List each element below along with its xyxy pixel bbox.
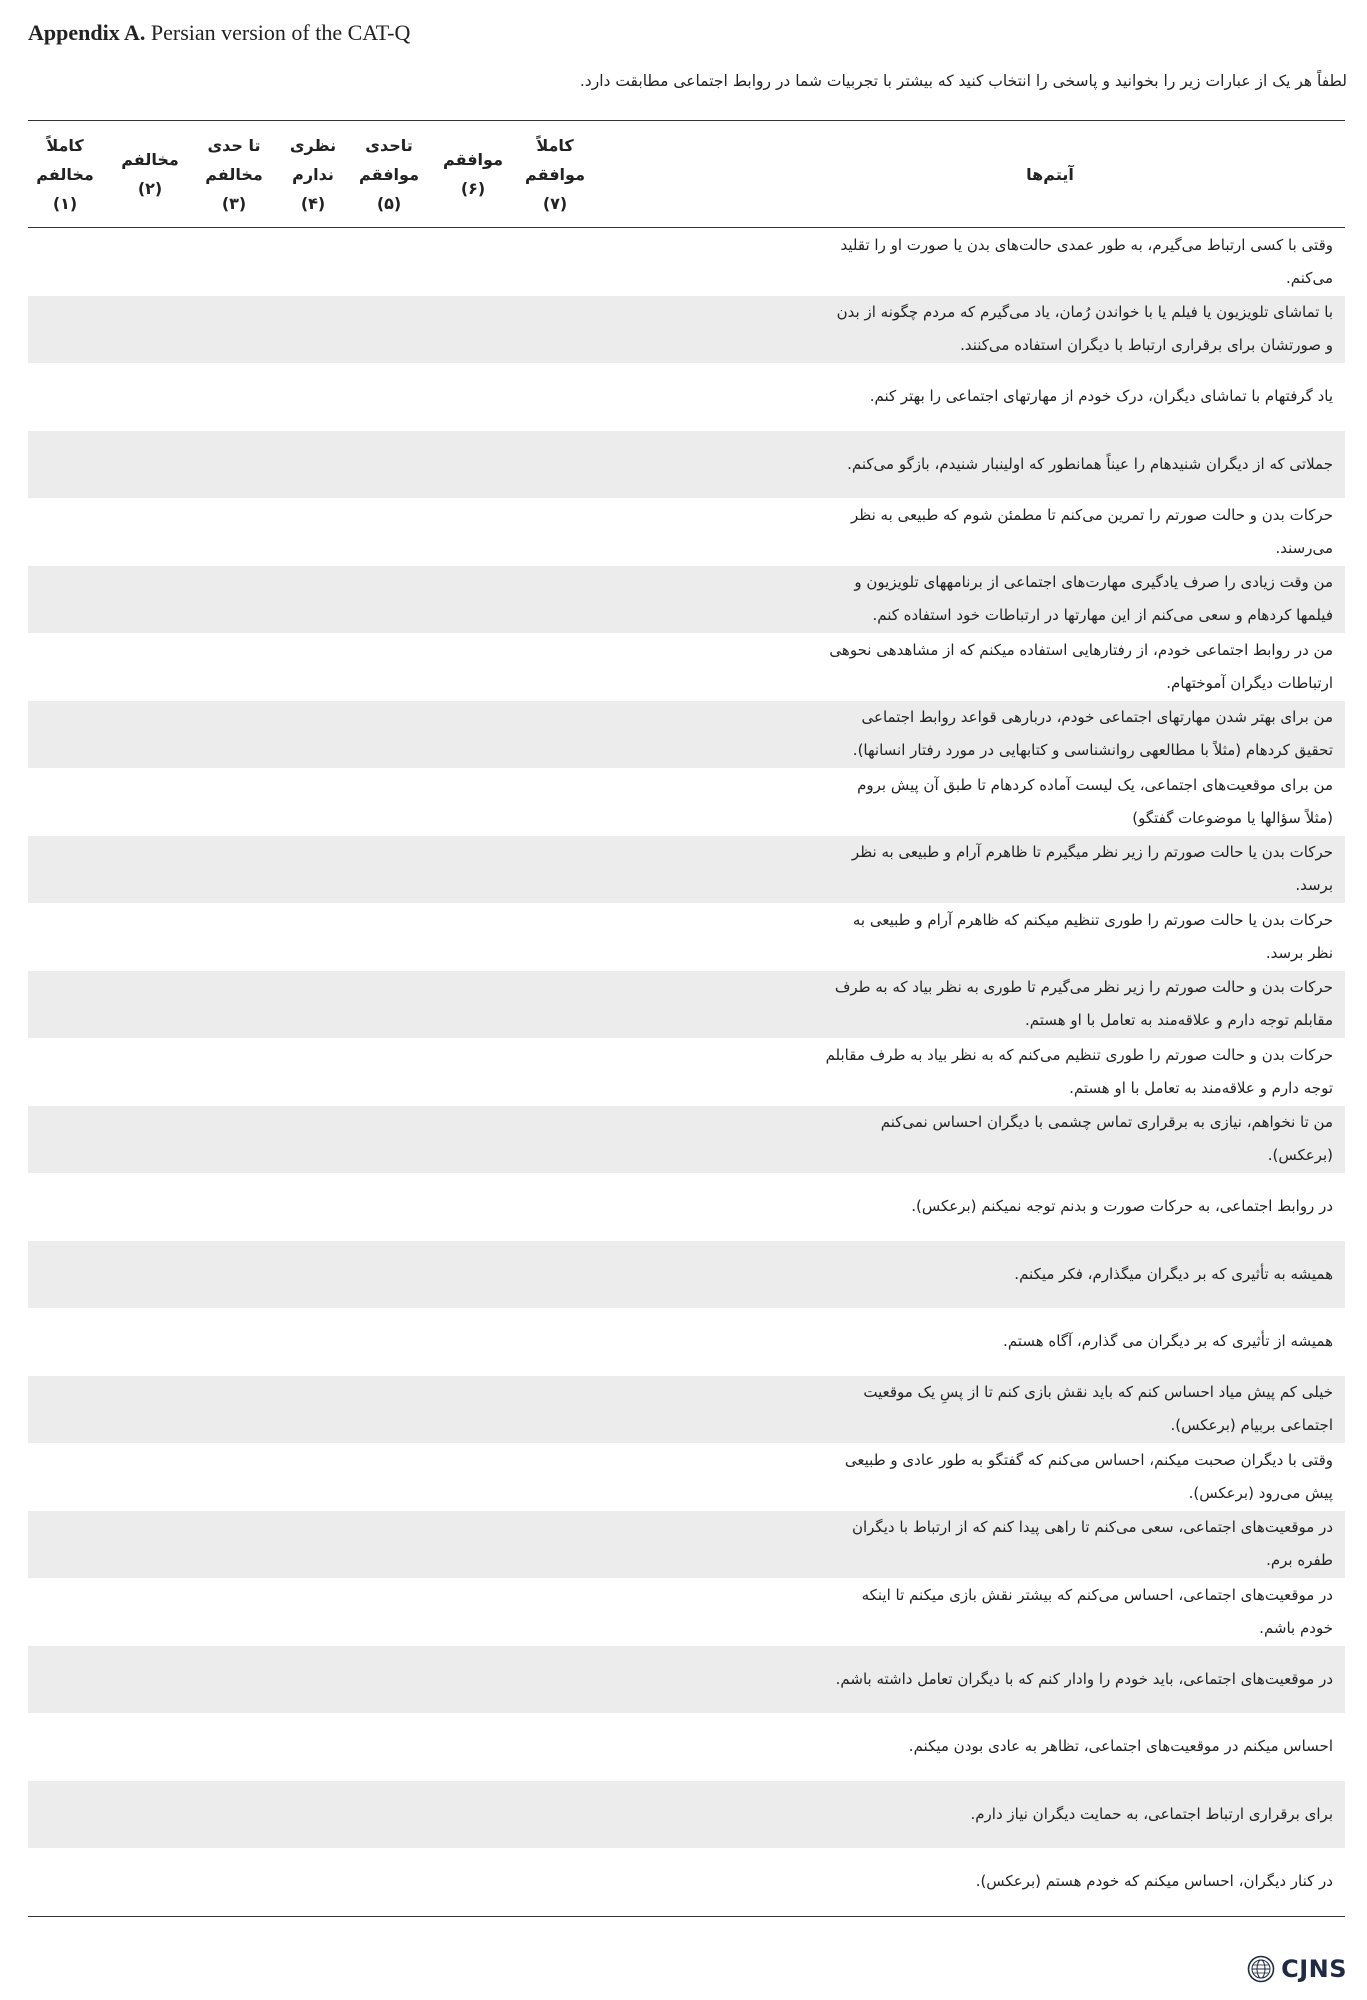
item-text xyxy=(763,1646,1333,1714)
column-header-line: (۲) xyxy=(137,179,163,198)
column-header-line: کاملاً xyxy=(46,135,84,155)
item-text-line: حرکات بدن و حالت صورتم را زیر نظر می‌گیرم تا طوری به نظر بیاد که به طرف xyxy=(834,978,1333,997)
item-text-line: پیش می‌رود (برعکس). xyxy=(1188,1483,1333,1502)
likert-column-header xyxy=(268,121,358,227)
item-text-line: و صورتشان برای برقراری ارتباط با دیگران استفاده می‌کنند. xyxy=(960,336,1333,355)
item-text-line: حرکات بدن یا حالت صورتم را زیر نظر میگیرم تا ظاهرم آرام و طبیعی به نظر xyxy=(851,843,1333,862)
column-header-line: (۴) xyxy=(300,193,326,213)
item-text xyxy=(763,701,1333,769)
item-text xyxy=(763,296,1333,364)
table-row xyxy=(28,768,1345,836)
item-text-line: مقابلم توجه دارم و علاقه‌مند به تعامل با او هستم. xyxy=(1025,1011,1333,1030)
item-text xyxy=(763,1173,1333,1241)
column-header-line: (۳) xyxy=(221,193,247,213)
items-column-header xyxy=(755,121,1345,227)
item-text-line: من وقت زیادی را صرف یادگیری مهارت‌های اجتماعی از برنامههای تلویزیون و xyxy=(854,573,1333,592)
item-text-line: حرکات بدن یا حالت صورتم را طوری تنظیم میکنم که ظاهرم آرام و طبیعی به xyxy=(852,910,1333,929)
column-header-line: (۵) xyxy=(376,193,402,213)
table-row xyxy=(28,1578,1345,1646)
table-row xyxy=(28,1038,1345,1106)
journal-logo xyxy=(1247,1953,1347,1985)
item-text-line: توجه دارم و علاقه‌مند به تعامل با او هستم. xyxy=(1069,1078,1333,1097)
column-header-line: (۶) xyxy=(460,179,486,198)
item-text-line: در موقعیت‌های اجتماعی، احساس می‌کنم که بیشتر نقش بازی میکنم تا اینکه xyxy=(861,1585,1333,1604)
item-text xyxy=(763,1781,1333,1849)
item-text xyxy=(763,1241,1333,1309)
logo-text: CJNS xyxy=(1281,1955,1347,1983)
globe-seal-icon xyxy=(1247,1955,1275,1983)
item-text xyxy=(763,1443,1333,1511)
item-text-line: در موقعیت‌های اجتماعی، باید خودم را وادار کنم که با دیگران تعامل داشته باشم. xyxy=(835,1669,1333,1688)
table-row xyxy=(28,228,1345,296)
item-text xyxy=(763,1511,1333,1579)
column-header-line: کاملاً xyxy=(536,135,574,155)
table-row xyxy=(28,1106,1345,1174)
table-row xyxy=(28,1173,1345,1241)
item-text-line: یاد گرفتهام با تماشای دیگران، درک خودم از مهارتهای اجتماعی را بهتر کنم. xyxy=(869,387,1333,406)
item-text-line: خودم باشم. xyxy=(1259,1618,1333,1637)
column-header-line: موافقم xyxy=(443,150,503,169)
likert-column-header xyxy=(428,121,518,227)
column-header-line: نظری xyxy=(289,135,337,155)
questionnaire-table xyxy=(28,120,1345,1917)
item-text xyxy=(763,836,1333,904)
item-text-line: در کنار دیگران، احساس میکنم که خودم هستم (برعکس). xyxy=(975,1872,1333,1891)
item-text-line: طفره برم. xyxy=(1266,1551,1333,1570)
item-text xyxy=(763,971,1333,1039)
table-row xyxy=(28,1781,1345,1849)
column-header-line: مخالفم xyxy=(36,164,94,184)
table-row xyxy=(28,971,1345,1039)
column-header-line: مخالفم xyxy=(205,164,263,184)
item-text xyxy=(763,1713,1333,1781)
item-text-line: در موقعیت‌های اجتماعی، سعی می‌کنم تا راهی پیدا کنم که از ارتباط با دیگران xyxy=(851,1518,1333,1537)
item-text-line: حرکات بدن و حالت صورتم را طوری تنظیم می‌کنم که به نظر بیاد به طرف مقابلم xyxy=(825,1045,1333,1064)
table-row xyxy=(28,363,1345,431)
table-row xyxy=(28,903,1345,971)
instructions-text: لطفاً هر یک از عبارات زیر را بخوانید و پاسخی را انتخاب کنید که بیشتر با تجربیات شما در روابط اجتماعی مطابقت دارد. xyxy=(579,72,1347,90)
likert-column-header xyxy=(105,121,195,227)
item-text-line: احساس میکنم در موقعیت‌های اجتماعی، تظاهر به عادی بودن میکنم. xyxy=(908,1737,1333,1756)
column-header-line: (۷) xyxy=(542,193,568,213)
appendix-heading xyxy=(28,20,410,46)
likert-column-header xyxy=(510,121,600,227)
item-text xyxy=(763,1308,1333,1376)
table-row xyxy=(28,296,1345,364)
item-text-line: (برعکس). xyxy=(1267,1146,1333,1165)
appendix-title: Persian version of the CAT-Q xyxy=(150,20,411,45)
item-text-line: تحقیق کردهام (مثلاً با مطالعهی روانشناسی و کتابهایی در مورد رفتار انسانها). xyxy=(852,741,1333,760)
item-text-line: اجتماعی بربیام (برعکس). xyxy=(1170,1416,1333,1435)
column-header-line: موافقم xyxy=(525,164,585,184)
item-text-line: من تا نخواهم، نیازی به برقراری تماس چشمی با دیگران احساس نمی‌کنم xyxy=(880,1113,1333,1132)
item-text-line: (مثلاً سؤالها یا موضوعات گفتگو) xyxy=(1132,808,1333,827)
table-row xyxy=(28,701,1345,769)
table-row xyxy=(28,1713,1345,1781)
item-text-line: ارتباطات دیگران آموختهام. xyxy=(1166,673,1333,692)
item-text xyxy=(763,431,1333,499)
item-text-line: همیشه به تأثیری که بر دیگران میگذارم، فکر میکنم. xyxy=(1014,1264,1333,1283)
item-text xyxy=(763,498,1333,566)
item-text-line: وقتی با دیگران صحبت میکنم، احساس می‌کنم که گفتگو به طور عادی و طبیعی xyxy=(844,1450,1333,1469)
likert-column-header xyxy=(20,121,110,227)
item-text xyxy=(763,1848,1333,1916)
item-text-line: برسد. xyxy=(1295,876,1333,895)
table-row xyxy=(28,633,1345,701)
item-text-line: وقتی با کسی ارتباط می‌گیرم، به طور عمدی حالت‌های بدن یا صورت او را تقلید xyxy=(840,235,1333,254)
table-row xyxy=(28,1376,1345,1444)
item-text-line: می‌رسند. xyxy=(1275,538,1333,557)
table-row xyxy=(28,836,1345,904)
item-text xyxy=(763,1578,1333,1646)
table-row xyxy=(28,1443,1345,1511)
item-text xyxy=(763,363,1333,431)
table-row xyxy=(28,1308,1345,1376)
item-text-line: من برای موقعیت‌های اجتماعی، یک لیست آماده کردهام تا طبق آن پیش بروم xyxy=(857,775,1333,794)
item-text-line: نظر برسد. xyxy=(1265,943,1333,962)
item-text xyxy=(763,768,1333,836)
item-text-line: می‌کنم. xyxy=(1286,268,1333,287)
item-text-line: من در روابط اجتماعی خودم، از رفتارهایی استفاده میکنم که از مشاهدهی نحوهی xyxy=(829,640,1333,659)
item-text-line: برای برقراری ارتباط اجتماعی، به حمایت دیگران نیاز دارم. xyxy=(970,1804,1333,1823)
column-header-line: مخالفم xyxy=(121,150,179,169)
item-text xyxy=(763,633,1333,701)
item-text xyxy=(763,566,1333,634)
column-header-line: (۱) xyxy=(52,193,78,213)
likert-column-header xyxy=(189,121,279,227)
item-text-line: حرکات بدن و حالت صورتم را تمرین می‌کنم تا مطمئن شوم که طبیعی به نظر xyxy=(851,505,1333,524)
items-header-label: آیتم‌ها xyxy=(1026,164,1074,184)
column-header-line: تاحدی xyxy=(365,135,413,155)
table-row xyxy=(28,1241,1345,1309)
table-body xyxy=(28,228,1345,1916)
column-header-line: موافقم xyxy=(359,164,419,184)
item-text xyxy=(763,1038,1333,1106)
item-text-line: جملاتی که از دیگران شنیدهام را عیناً همانطور که اولینبار شنیدم، بازگو می‌کنم. xyxy=(847,454,1333,473)
table-row xyxy=(28,1848,1345,1916)
item-text xyxy=(763,903,1333,971)
item-text-line: من برای بهتر شدن مهارتهای اجتماعی خودم، دربارهی قواعد روابط اجتماعی xyxy=(861,708,1333,727)
column-header-line: ندارم xyxy=(292,164,334,184)
item-text xyxy=(763,228,1333,296)
column-header-line: تا حدی xyxy=(207,135,261,155)
appendix-label: Appendix A. xyxy=(28,20,146,45)
table-row xyxy=(28,498,1345,566)
item-text-line: فیلمها کردهام و سعی می‌کنم از این مهارتها در ارتباطات خود استفاده کنم. xyxy=(872,606,1333,625)
item-text xyxy=(763,1376,1333,1444)
item-text-line: همیشه از تأثیری که بر دیگران می گذارم، آگاه هستم. xyxy=(1003,1332,1333,1351)
table-row xyxy=(28,566,1345,634)
item-text-line: با تماشای تلویزیون یا فیلم یا با خواندن رُمان، یاد می‌گیرم که مردم چگونه از بدن xyxy=(836,303,1333,322)
table-row xyxy=(28,1511,1345,1579)
item-text-line: در روابط اجتماعی، به حرکات صورت و بدنم توجه نمیکنم (برعکس). xyxy=(911,1197,1333,1216)
item-text-line: خیلی کم پیش میاد احساس کنم که باید نقش بازی کنم تا از پسِ یک موقعیت xyxy=(863,1383,1333,1402)
table-header xyxy=(28,121,1345,228)
item-text xyxy=(763,1106,1333,1174)
table-row xyxy=(28,431,1345,499)
table-row xyxy=(28,1646,1345,1714)
